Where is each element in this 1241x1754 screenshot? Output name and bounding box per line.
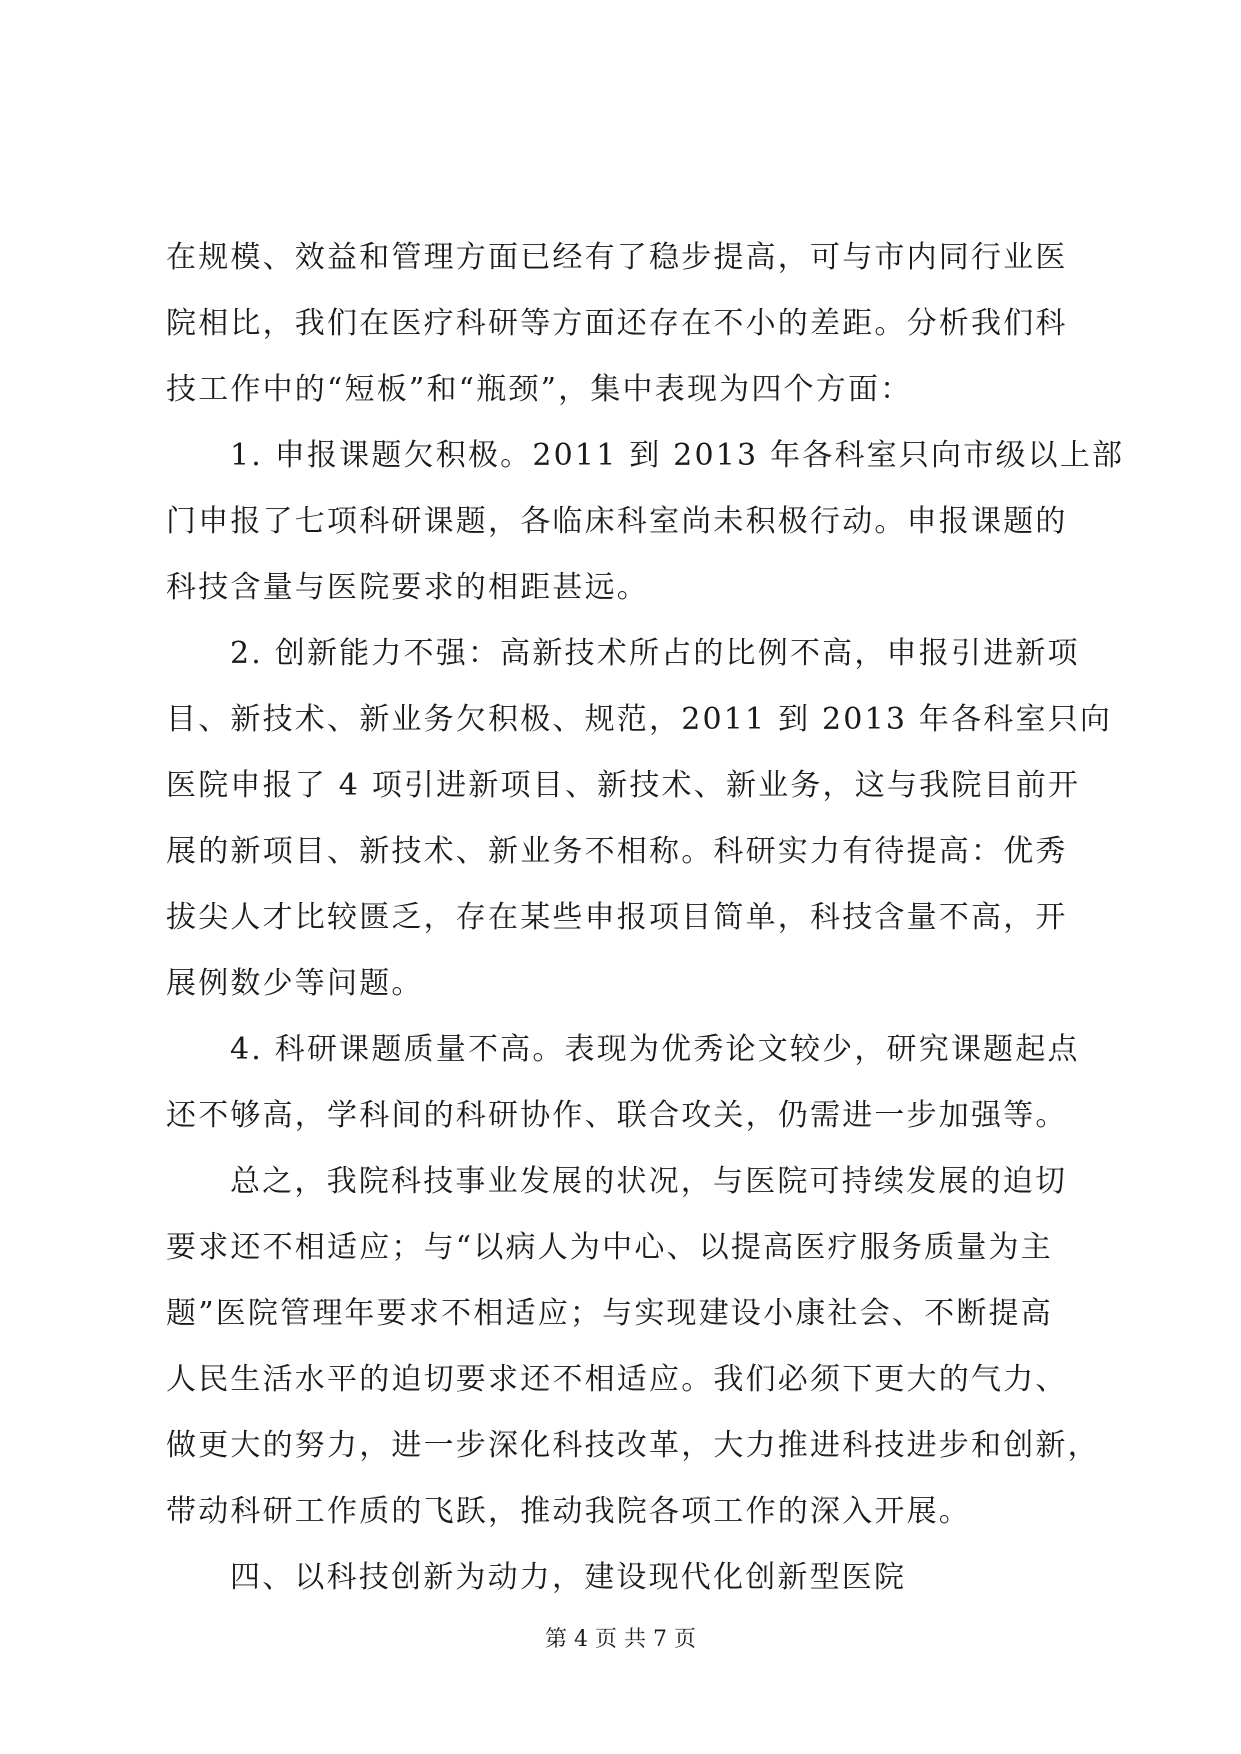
section-heading: 四、以科技创新为动力，建设现代化创新型医院 bbox=[230, 1560, 907, 1595]
summary-paragraph-line: 总之，我院科技事业发展的状况，与医院可持续发展的迫切 bbox=[230, 1164, 1068, 1199]
text-line: 技工作中的“短板”和“瓶颈”，集中表现为四个方面： bbox=[166, 372, 913, 407]
text-line: 要求还不相适应；与“以病人为中心、以提高医疗服务质量为主 bbox=[166, 1230, 1053, 1265]
text-line: 做更大的努力，进一步深化科技改革，大力推进科技进步和创新， bbox=[166, 1428, 1100, 1463]
list-item-1-line: 1. 申报课题欠积极。2011 到 2013 年各科室只向市级以上部 bbox=[230, 438, 1125, 473]
text-line: 门申报了七项科研课题，各临床科室尚未积极行动。申报课题的 bbox=[166, 504, 1068, 539]
text-line: 展例数少等问题。 bbox=[166, 966, 424, 1001]
text-line: 科技含量与医院要求的相距甚远。 bbox=[166, 570, 649, 605]
document-body bbox=[166, 225, 1125, 1611]
page-number: 第 4 页 共 7 页 bbox=[545, 1627, 696, 1652]
text-line: 院相比，我们在医疗科研等方面还存在不小的差距。分析我们科 bbox=[166, 306, 1068, 341]
list-item-4-line: 4. 科研课题质量不高。表现为优秀论文较少，研究课题起点 bbox=[230, 1032, 1080, 1067]
text-line: 题”医院管理年要求不相适应；与实现建设小康社会、不断提高 bbox=[166, 1296, 1053, 1331]
text-line: 带动科研工作质的飞跃，推动我院各项工作的深入开展。 bbox=[166, 1494, 971, 1529]
page-footer bbox=[0, 1625, 1241, 1655]
text-line: 拔尖人才比较匮乏，存在某些申报项目简单，科技含量不高，开 bbox=[166, 900, 1068, 935]
list-item-2-line: 2. 创新能力不强：高新技术所占的比例不高，申报引进新项 bbox=[230, 636, 1080, 671]
text-line: 医院申报了 4 项引进新项目、新技术、新业务，这与我院目前开 bbox=[166, 768, 1081, 803]
text-line: 展的新项目、新技术、新业务不相称。科研实力有待提高：优秀 bbox=[166, 834, 1068, 869]
text-line: 人民生活水平的迫切要求还不相适应。我们必须下更大的气力、 bbox=[166, 1362, 1068, 1397]
text-line: 在规模、效益和管理方面已经有了稳步提高，可与市内同行业医 bbox=[166, 240, 1068, 275]
text-line: 目、新技术、新业务欠积极、规范，2011 到 2013 年各科室只向 bbox=[166, 702, 1113, 737]
text-line: 还不够高，学科间的科研协作、联合攻关，仍需进一步加强等。 bbox=[166, 1098, 1068, 1133]
